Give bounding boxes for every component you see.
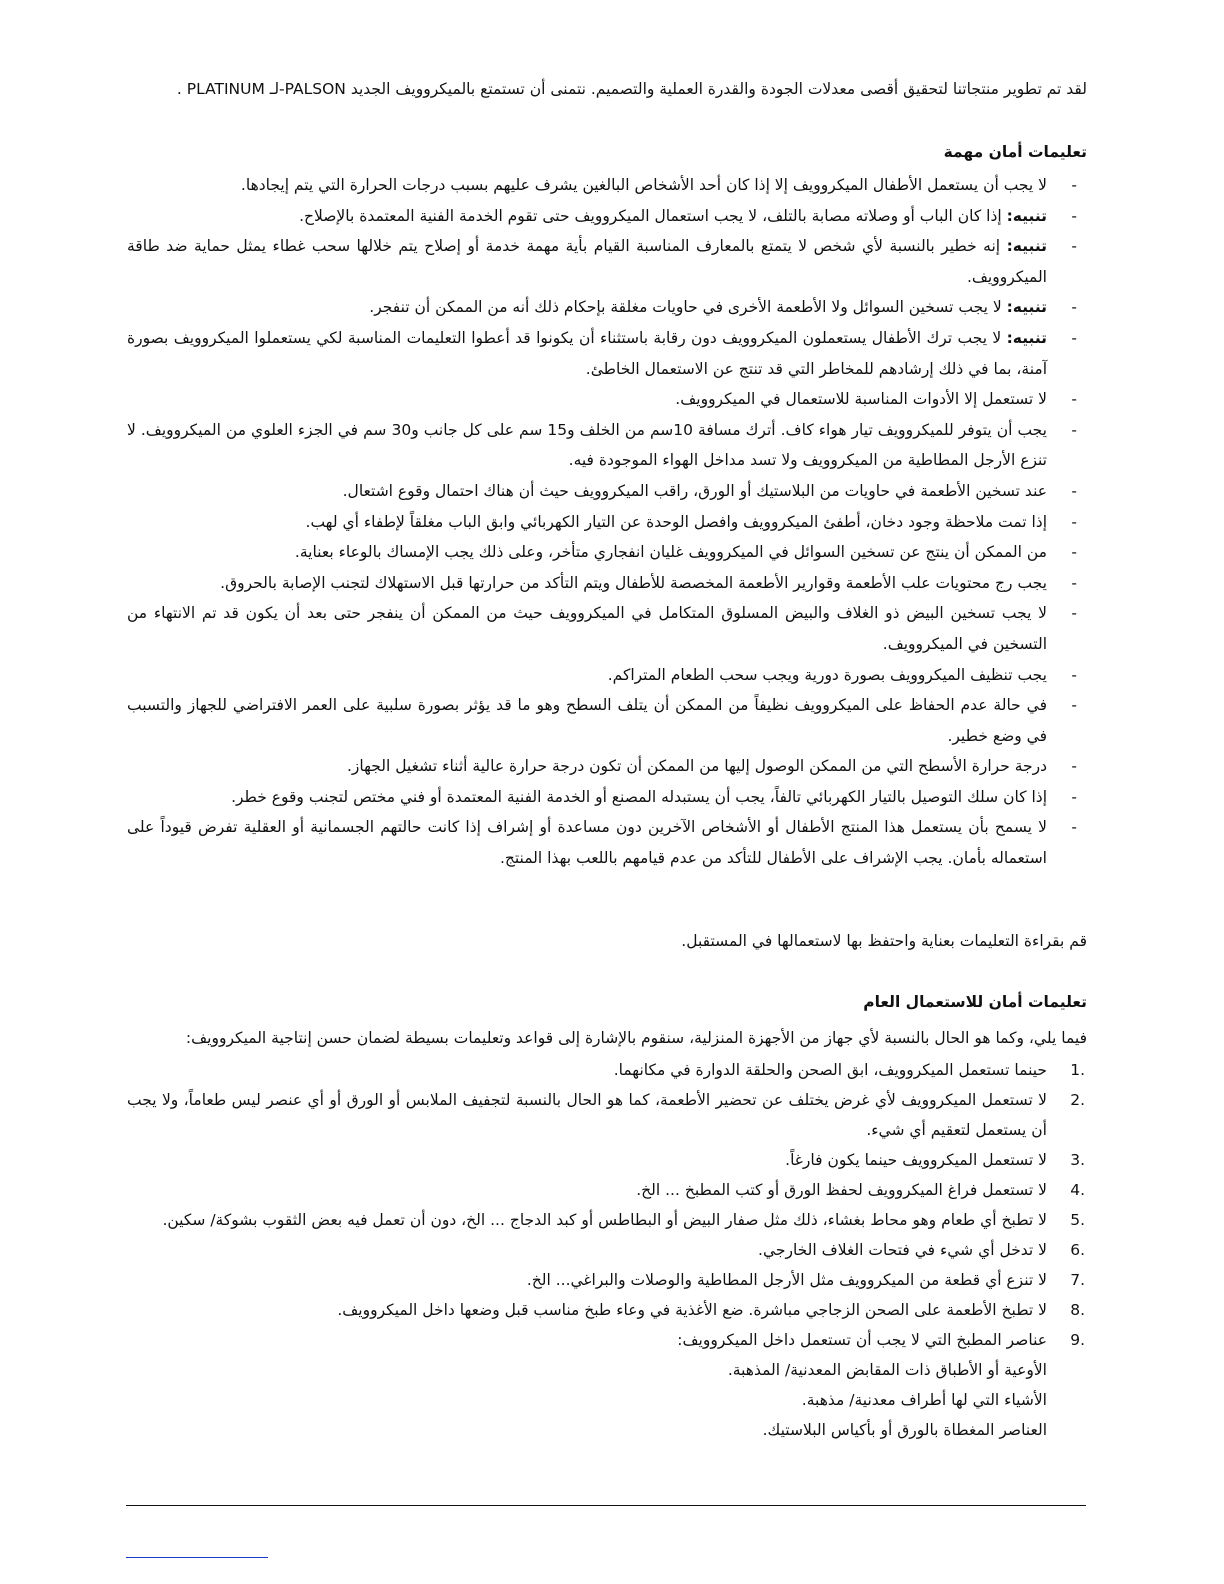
warning-label: تنبيه:	[1006, 298, 1047, 317]
safety-item-text: إنه خطير بالنسبة لأي شخص لا يتمتع بالمعارف المناسبة القيام بأية مهمة خدمة أو إصلاح يتم خلالها سحب غطاء يمثل حماية ضد طاقة الميكروويف.	[127, 237, 1047, 286]
safety-item	[127, 384, 1087, 415]
safety-item-text: في حالة عدم الحفاظ على الميكروويف نظيفاً من الممكن أن يتلف السطح وهو ما قد يؤثر بصورة سلبية على العمر الافتراضي للجهاز والتسبب في وضع خطير.	[127, 696, 1047, 745]
item-number: 6.	[1070, 1241, 1085, 1259]
footnote-separator	[126, 1557, 268, 1558]
safety-item	[127, 751, 1087, 782]
safety-item	[127, 323, 1087, 384]
safety-item	[127, 782, 1087, 813]
general-item-text: حينما تستعمل الميكروويف، ابق الصحن والحلقة الدوارة في مكانهما.	[613, 1061, 1047, 1079]
general-item	[127, 1145, 1087, 1175]
safety-item	[127, 598, 1087, 659]
safety-item	[127, 660, 1087, 691]
unsuitable-items-list	[127, 1355, 1047, 1445]
general-list	[127, 1055, 1087, 1445]
safety-item-text: لا يجب تسخين البيض ذو الغلاف والبيض المسلوق المتكامل في الميكروويف حيث من الممكن أن ينفجر حتى بعد أن يكون قد تم الانتهاء من التسخين في الميكروويف.	[127, 604, 1047, 653]
safety-item	[127, 568, 1087, 599]
safety-item	[127, 507, 1087, 538]
warning-label: تنبيه:	[1006, 206, 1047, 225]
safety-item-text: إذا كان سلك التوصيل بالتيار الكهربائي تالفاً، يجب أن يستبدله المصنع أو الخدمة الفنية المعتمدة أو فني مختص لتجنب وقوع خطر.	[231, 787, 1047, 806]
general-item	[127, 1265, 1087, 1295]
safety-item-text: يجب تنظيف الميكروويف بصورة دورية ويجب سحب الطعام المتراكم.	[607, 665, 1047, 684]
general-item-text: لا تطبخ أي طعام وهو محاط بغشاء، ذلك مثل صفار البيض أو البطاطس أو كبد الدجاج ... الخ، دون أن تعمل فيه بعض الثقوب بشوكة/ سكين.	[162, 1211, 1047, 1229]
general-item	[127, 1295, 1087, 1325]
unsuitable-item: الأوعية أو الأطباق ذات المقابض المعدنية/ المذهبة.	[727, 1361, 1047, 1379]
general-item-text: لا تدخل أي شيء في فتحات الغلاف الخارجي.	[758, 1241, 1047, 1259]
safety-item	[127, 231, 1087, 292]
item-number: 5.	[1070, 1211, 1085, 1229]
general-item-text: لا تنزع أي قطعة من الميكروويف مثل الأرجل المطاطية والوصلات والبراغي... الخ.	[526, 1271, 1047, 1289]
general-item-text: لا تستعمل فراغ الميكروويف لحفظ الورق أو كتب المطبخ ... الخ.	[636, 1181, 1047, 1199]
safety-item-text: لا يجب تسخين السوائل ولا الأطعمة الأخرى في حاويات مغلقة بإحكام ذلك أنه من الممكن أن تنفجر.	[369, 298, 1007, 317]
general-item-text: لا تستعمل الميكروويف لأي غرض يختلف عن تحضير الأطعمة، كما هو الحال بالنسبة لتجفيف الملابس أو الورق أو أي عنصر ليس طعاماً، ولا يجب أن يستعمل لتعقيم أي شيء.	[127, 1091, 1047, 1139]
safety-item	[127, 170, 1087, 201]
safety-list	[127, 170, 1087, 874]
safety-item	[127, 537, 1087, 568]
safety-item-text: لا يجب ترك الأطفال يستعملون الميكروويف دون رقابة باستثناء أن يكونوا قد أعطوا التعليمات المناسبة لكي يستعملوا الميكروويف بصورة آمنة، بما في ذلك إرشادهم للمخاطر التي قد تنتج عن الاستعمال الخاطئ.	[127, 328, 1047, 378]
safety-item-text: درجة حرارة الأسطح التي من الممكن الوصول إليها من الممكن أن تكون درجة حرارة عالية أثناء تشغيل الجهاز.	[346, 757, 1047, 776]
general-heading: تعليمات أمان للاستعمال العام	[863, 993, 1087, 1011]
safety-item	[127, 812, 1087, 873]
page-bottom-rule	[126, 1505, 1086, 1506]
unsuitable-item: الأشياء التي لها أطراف معدنية/ مذهبة.	[801, 1391, 1047, 1409]
item-number: 2.	[1070, 1091, 1085, 1109]
safety-item-text: عند تسخين الأطعمة في حاويات من البلاستيك أو الورق، راقب الميكروويف حيث أن هناك احتمال وقوع اشتعال.	[342, 481, 1047, 500]
general-item	[127, 1085, 1087, 1145]
safety-heading: تعليمات أمان مهمة	[943, 143, 1087, 161]
general-item	[127, 1205, 1087, 1235]
safety-item-text: لا يسمح بأن يستعمل هذا المنتج الأطفال أو الأشخاص الآخرين دون مساعدة أو إشراف إذا كانت حالتهم الجسمانية أو العقلية تفرض قيوداً على استعماله بأمان. يجب الإشراف على الأطفال للتأكد من عدم قيامهم باللعب بهذا المنتج.	[127, 818, 1047, 868]
safety-item-text: إذا تمت ملاحظة وجود دخان، أطفئ الميكروويف وافصل الوحدة عن التيار الكهربائي وابق الباب مغلقاً لإطفاء أي لهب.	[305, 512, 1047, 531]
item-number: 3.	[1070, 1151, 1085, 1169]
safety-item-text: لا تستعمل إلا الأدوات المناسبة للاستعمال في الميكروويف.	[675, 390, 1047, 409]
general-item	[127, 1055, 1087, 1085]
safety-item	[127, 415, 1087, 476]
item-number: 7.	[1070, 1271, 1085, 1289]
general-item	[127, 1325, 1087, 1445]
safety-item-text: إذا كان الباب أو وصلاته مصابة بالتلف، لا يجب استعمال الميكروويف حتى تقوم الخدمة الفنية المعتمدة بالإصلاح.	[299, 206, 1007, 225]
intro-paragraph: لقد تم تطوير منتجاتنا لتحقيق أقصى معدلات الجودة والقدرة العملية والتصميم. نتمنى أن تستمتع بالميكروويف الجديد PALSON-لـ PLATINUM .	[176, 80, 1087, 98]
general-item-text: عناصر المطبخ التي لا يجب أن تستعمل داخل الميكروويف:	[677, 1331, 1047, 1349]
safety-item-text: من الممكن أن ينتج عن تسخين السوائل في الميكروويف غليان انفجاري متأخر، وعلى ذلك يجب الإمساك بالوعاء بعناية.	[294, 543, 1047, 562]
general-item	[127, 1175, 1087, 1205]
safety-item	[127, 690, 1087, 751]
item-number: 4.	[1070, 1181, 1085, 1199]
item-number: 1.	[1070, 1061, 1085, 1079]
read-instructions-note: قم بقراءة التعليمات بعناية واحتفظ بها لاستعمالها في المستقبل.	[681, 932, 1087, 950]
general-item-text: لا تستعمل الميكروويف حينما يكون فارغاً.	[785, 1151, 1047, 1169]
safety-item-text: يجب أن يتوفر للميكروويف تيار هواء كاف. أترك مسافة 10سم من الخلف و15 سم على كل جانب و30 سم في الجزء العلوي من الميكروويف. لا تنزع الأرجل المطاطية من الميكروويف ولا تسد مداخل الهواء الموجودة فيه.	[127, 420, 1047, 470]
general-intro: فيما يلي، وكما هو الحال بالنسبة لأي جهاز من الأجهزة المنزلية، سنقوم بالإشارة إلى قواعد وتعليمات بسيطة لضمان حسن إنتاجية الميكروويف:	[185, 1029, 1087, 1047]
safety-item-text: يجب رج محتويات علب الأطعمة وقوارير الأطعمة المخصصة للأطفال ويتم التأكد من حرارتها قبل الاستهلاك لتجنب الإصابة بالحروق.	[220, 573, 1047, 592]
safety-item	[127, 476, 1087, 507]
safety-item	[127, 201, 1087, 232]
safety-item	[127, 292, 1087, 323]
unsuitable-item: العناصر المغطاة بالورق أو بأكياس البلاستيك.	[762, 1421, 1047, 1439]
item-number: 8.	[1070, 1301, 1085, 1319]
general-item-text: لا تطبخ الأطعمة على الصحن الزجاجي مباشرة. ضع الأغذية في وعاء طبخ مناسب قبل وضعها داخل الميكروويف.	[337, 1301, 1047, 1319]
general-item	[127, 1235, 1087, 1265]
warning-label: تنبيه:	[1006, 328, 1047, 347]
warning-label: تنبيه:	[1006, 237, 1047, 256]
item-number: 9.	[1070, 1331, 1085, 1349]
safety-item-text: لا يجب أن يستعمل الأطفال الميكروويف إلا إذا كان أحد الأشخاص البالغين يشرف عليهم بسبب درجات الحرارة التي يتم إيجادها.	[240, 176, 1047, 194]
